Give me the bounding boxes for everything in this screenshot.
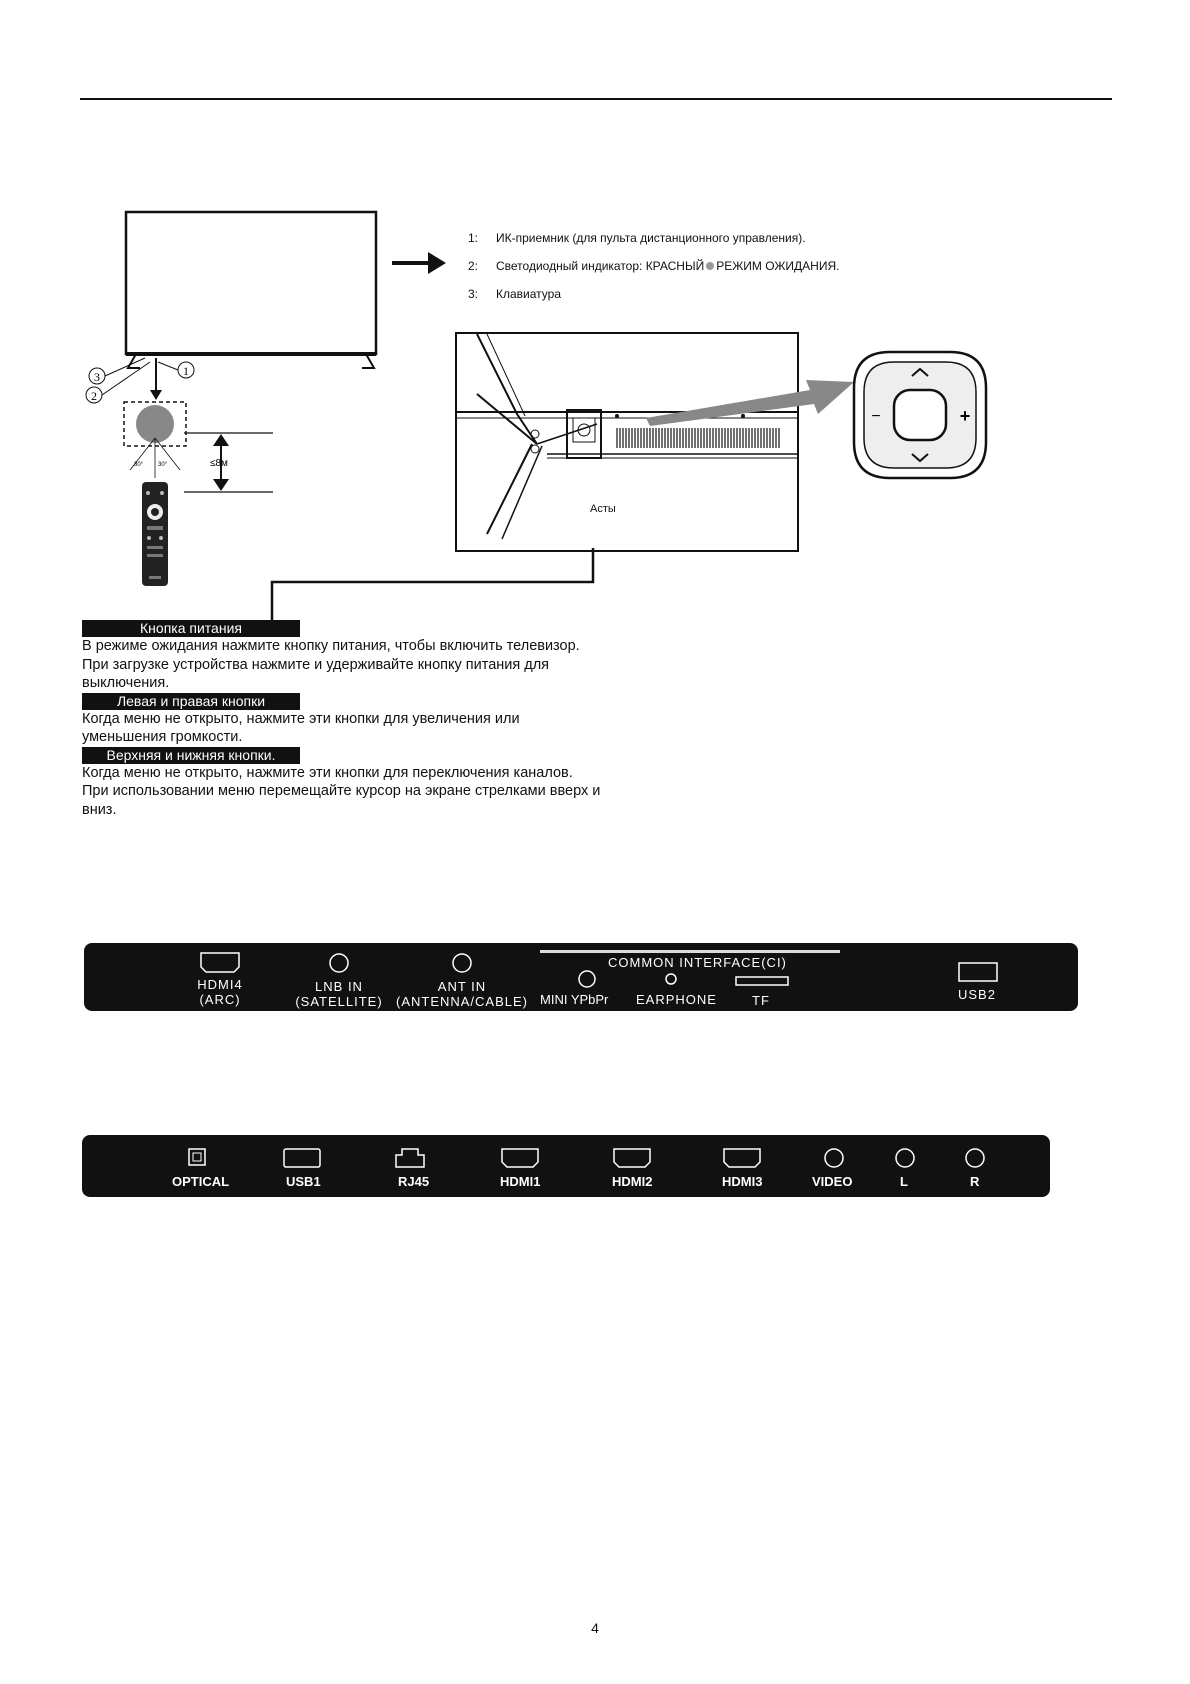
rear-connector-panel — [82, 1135, 1050, 1197]
hdmi4-port-icon — [201, 953, 239, 972]
hdmi3-port-icon — [724, 1149, 760, 1167]
mini-ypbpr-port-icon — [579, 971, 595, 987]
optical-port-icon — [189, 1149, 205, 1165]
legend-item-2: 2: Светодиодный индикатор: КРАСНЫЙ РЕЖИМ ОЖИДАНИЯ. — [468, 259, 840, 273]
keypad-minus-icon: − — [871, 408, 881, 425]
hdmi2-port-icon — [614, 1149, 650, 1167]
video-label: VIDEO — [812, 1174, 853, 1189]
mini-ypbpr-label: MINI YPbPr — [540, 992, 609, 1007]
section-text: В режиме ожидания нажмите кнопку питания, чтобы включить телевизор. — [82, 638, 580, 654]
angle-left: 30° — [134, 462, 144, 468]
tf-slot-icon — [736, 977, 788, 985]
video-port-icon — [825, 1149, 843, 1167]
section-label-left-right: Левая и правая кнопки — [82, 693, 300, 710]
hdmi1-port-icon — [502, 1149, 538, 1167]
tf-label: TF — [752, 993, 770, 1008]
lnb-label: LNB IN (SATELLITE) — [295, 979, 383, 1009]
earphone-port-icon — [666, 974, 676, 984]
connector-line — [0, 0, 1190, 700]
ci-label: COMMON INTERFACE(CI) — [608, 955, 787, 970]
hdmi2-label: HDMI2 — [612, 1174, 653, 1189]
section-text: Когда меню не открыто, нажмите эти кнопки для увеличения или уменьшения громкости. — [82, 710, 520, 745]
section-text: При загрузке устройства нажмите и удерживайте кнопку питания для выключения. — [82, 656, 550, 691]
usb1-port-icon — [284, 1149, 320, 1167]
section-label-up-down: Верхняя и нижняя кнопки. — [82, 747, 300, 764]
page-number: 4 — [591, 1620, 599, 1636]
callout-2-text: 2 — [91, 389, 97, 403]
asty-label: Асты — [590, 503, 616, 515]
hdmi4-label: HDMI4 (ARC) — [197, 977, 243, 1007]
hdmi3-label: HDMI3 — [722, 1174, 763, 1189]
optical-label: OPTICAL — [172, 1174, 230, 1189]
earphone-label: EARPHONE — [636, 992, 717, 1007]
rj45-label: RJ45 — [398, 1174, 430, 1189]
keypad-plus-icon: + — [959, 406, 971, 426]
audio-l-port-icon — [896, 1149, 914, 1167]
distance-label: ≤8м — [210, 458, 228, 469]
button-descriptions — [82, 620, 602, 819]
section-label-power: Кнопка питания — [82, 620, 300, 637]
usb2-label: USB2 — [958, 987, 996, 1002]
ant-label: ANT IN (ANTENNA/CABLE) — [395, 979, 529, 1009]
legend-item-1: 1: ИК-приемник (для пульта дистанционного управления). — [468, 231, 806, 245]
ant-port-icon — [453, 954, 471, 972]
legend-item-3: 3: Клавиатура — [468, 287, 561, 301]
side-connector-panel — [84, 943, 1078, 1011]
usb1-label: USB1 — [286, 1174, 321, 1189]
audio-l-label: L — [900, 1174, 908, 1189]
angle-right: 30° — [158, 462, 168, 468]
audio-r-label: R — [970, 1174, 980, 1189]
rj45-port-icon — [396, 1149, 424, 1167]
hdmi1-label: HDMI1 — [500, 1174, 541, 1189]
callout-3-text: 3 — [94, 370, 100, 384]
lnb-port-icon — [330, 954, 348, 972]
section-text: При использовании меню перемещайте курсор на экране стрелками вверх и вниз. — [82, 783, 601, 818]
audio-r-port-icon — [966, 1149, 984, 1167]
callout-1-text: 1 — [183, 364, 189, 378]
usb2-port-icon — [959, 963, 997, 981]
section-text: Когда меню не открыто, нажмите эти кнопки для переключения каналов. — [82, 764, 573, 781]
